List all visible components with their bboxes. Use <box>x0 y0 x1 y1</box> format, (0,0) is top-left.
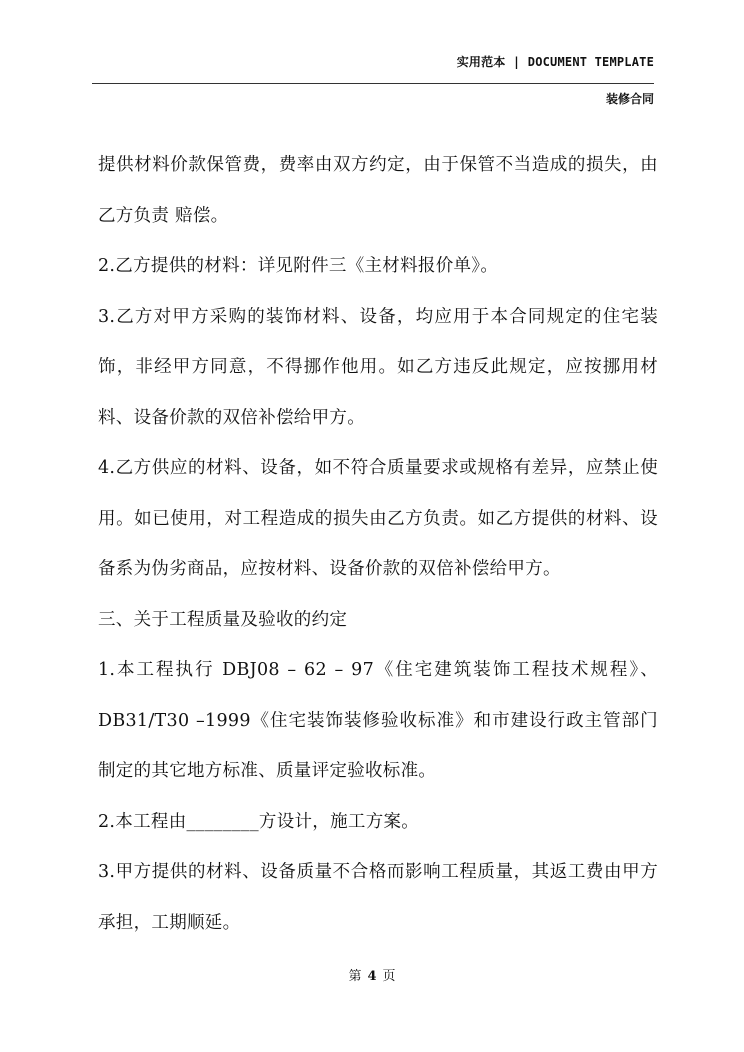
header-subtitle: 装修合同 <box>605 92 654 106</box>
paragraph-contractor-materials: 2.乙方提供的材料：详见附件三《主材料报价单》。 <box>98 256 499 276</box>
page-footer <box>0 965 744 984</box>
footer-suffix: 页 <box>382 969 396 984</box>
section-heading-quality: 三、关于工程质量及验收的约定 <box>98 609 348 630</box>
paragraph-rework-cost: 3.甲方提供的材料、设备质量不合格而影响工程质量，其返工费由甲方承担，工期顺延。 <box>98 862 658 933</box>
paragraph-design: 2.本工程由________方设计，施工方案。 <box>98 811 420 832</box>
header-divider <box>92 83 654 84</box>
paragraph-owner-materials-use: 3.乙方对甲方采购的装饰材料、设备，均应用于本合同规定的住宅装饰，非经甲方同意，不得挪作他用。如乙方违反此规定，应按挪用材料、设备价款的双倍补偿给甲方。 <box>98 306 658 428</box>
paragraph-storage-fee: 提供材料价款保管费，费率由双方约定，由于保管不当造成的损失，由乙方负责 赔偿。 <box>98 155 658 226</box>
footer-prefix: 第 <box>348 969 362 984</box>
paragraph-substandard-materials: 4.乙方供应的材料、设备，如不符合质量要求或规格有差异，应禁止使用。如已使用，对工程造成的损失由乙方负责。如乙方提供的材料、设备系为伪劣商品，应按材料、设备价款的双倍补偿给甲方。 <box>98 458 658 579</box>
document-body <box>98 140 658 948</box>
page-number: 4 <box>367 969 377 984</box>
header-title: 实用范本 | DOCUMENT TEMPLATE <box>456 55 654 69</box>
paragraph-standards: 1.本工程执行 DBJ08 – 62 – 97《住宅建筑装饰工程技术规程》、DB31/T30 –1999《住宅装饰装修验收标准》和市建设行政主管部门制定的其它地方标准、质量评定验收标准。 <box>98 660 658 781</box>
